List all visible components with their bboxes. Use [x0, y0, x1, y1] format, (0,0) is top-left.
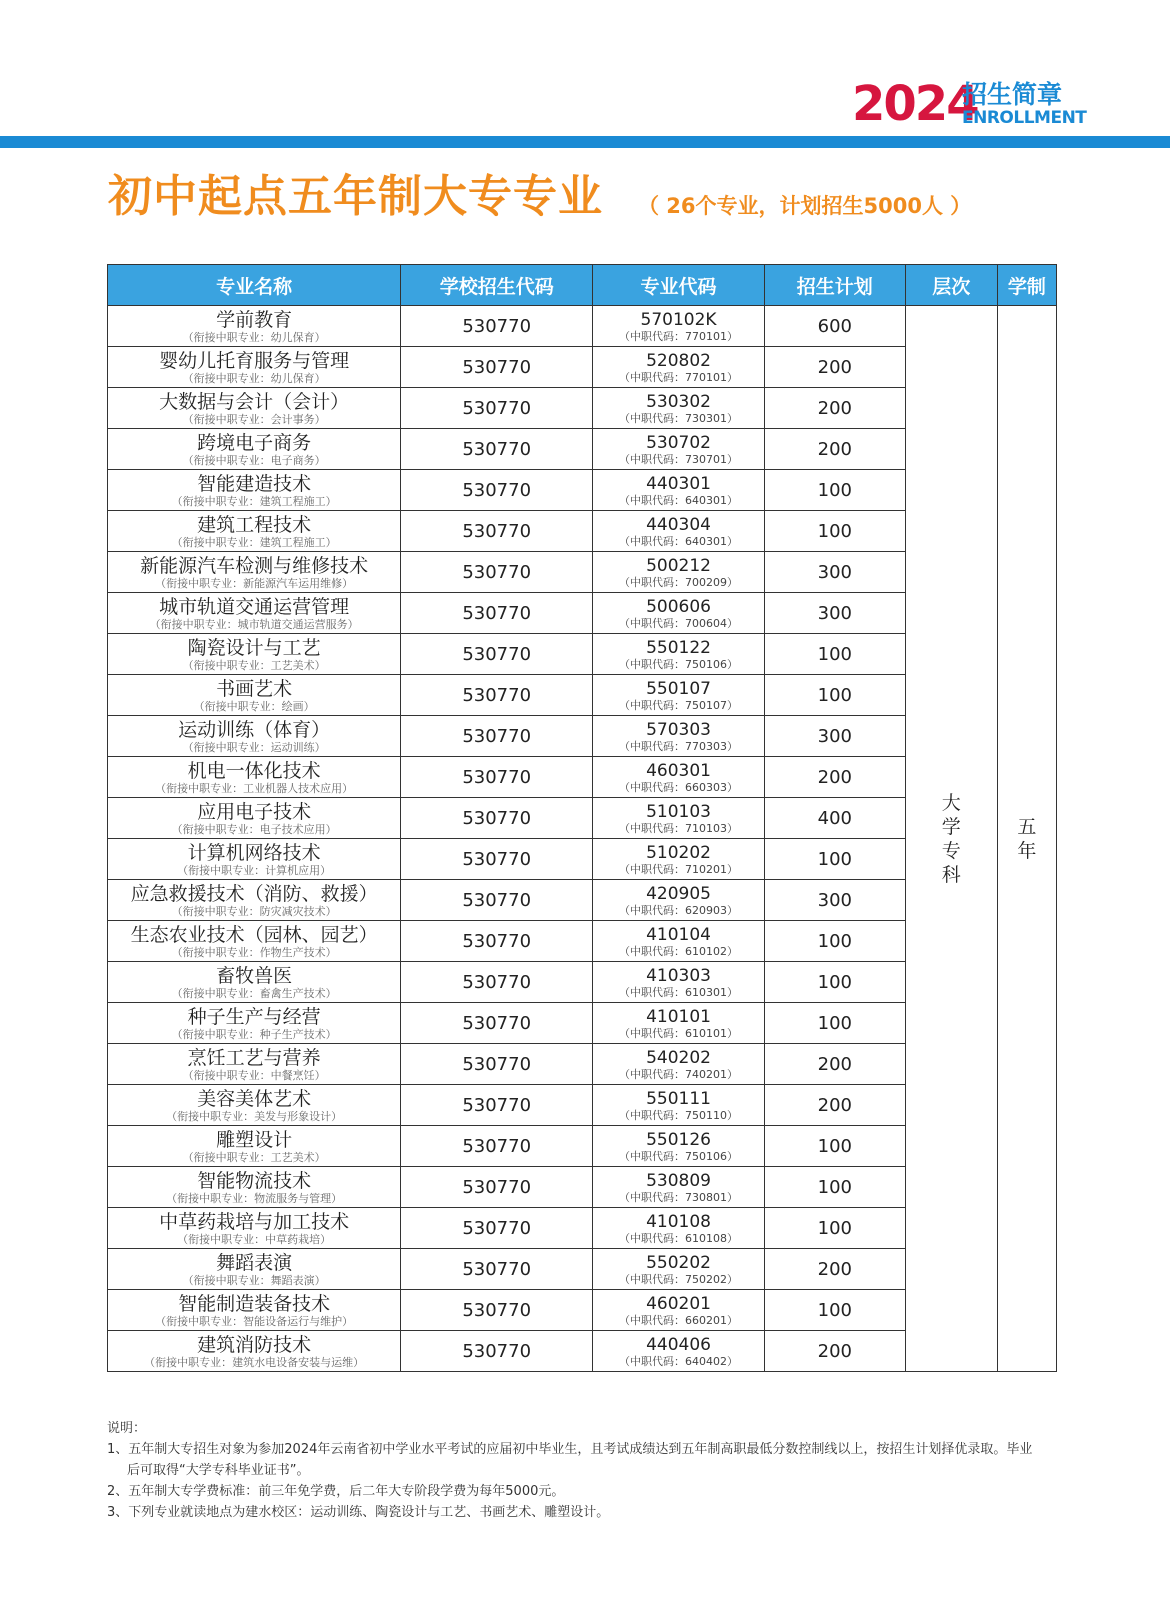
duration-text: 五年: [1017, 815, 1037, 862]
major-code-cell: [593, 1044, 765, 1085]
major-code: 570102K: [640, 309, 717, 330]
secondary-code: （中职代码：610101）: [619, 1026, 739, 1040]
plan-cell: 200: [764, 388, 905, 429]
major-code: 410104: [646, 924, 711, 945]
school-code-cell: 530770: [401, 716, 593, 757]
plan-cell: 200: [764, 347, 905, 388]
plan-cell: 100: [764, 470, 905, 511]
major-code: 530809: [646, 1170, 711, 1191]
major-code-cell: [593, 552, 765, 593]
major-linked-program: （衔接中职专业：智能设备运行与维护）: [155, 1314, 354, 1328]
major-name: 城市轨道交通运营管理: [159, 595, 350, 618]
school-code-cell: 530770: [401, 1208, 593, 1249]
school-code-cell: 530770: [401, 552, 593, 593]
header-plan: 招生计划: [764, 265, 905, 306]
major-linked-program: （衔接中职专业：城市轨道交通运营服务）: [149, 617, 359, 631]
secondary-code: （中职代码：750202）: [619, 1272, 739, 1286]
secondary-code: （中职代码：730301）: [619, 411, 739, 425]
note-1-cont: 后可取得“大学专科毕业证书”。: [127, 1463, 310, 1478]
secondary-code: （中职代码：640301）: [619, 493, 739, 507]
plan-cell: 200: [764, 1249, 905, 1290]
school-code-cell: 530770: [401, 1126, 593, 1167]
plan-cell: 300: [764, 593, 905, 634]
major-name: 智能建造技术: [197, 472, 312, 495]
major-name-cell: [108, 1331, 401, 1372]
plan-cell: 200: [764, 757, 905, 798]
header-school-code: 学校招生代码: [401, 265, 593, 306]
major-name: 机电一体化技术: [187, 759, 321, 782]
major-linked-program: （衔接中职专业：物流服务与管理）: [166, 1191, 343, 1205]
major-name-cell: [108, 1249, 401, 1290]
school-code-cell: 530770: [401, 1044, 593, 1085]
major-name-cell: [108, 388, 401, 429]
table-row: [108, 306, 1057, 347]
major-code-cell: [593, 1167, 765, 1208]
plan-cell: 100: [764, 839, 905, 880]
school-code-cell: 530770: [401, 1167, 593, 1208]
secondary-code: （中职代码：710103）: [619, 821, 739, 835]
major-linked-program: （衔接中职专业：作物生产技术）: [171, 945, 337, 959]
major-name-cell: [108, 921, 401, 962]
duration-cell: [997, 306, 1056, 1372]
secondary-code: （中职代码：660303）: [619, 780, 739, 794]
school-code-cell: 530770: [401, 429, 593, 470]
plan-cell: 100: [764, 1167, 905, 1208]
plan-cell: 100: [764, 962, 905, 1003]
school-code-cell: 530770: [401, 921, 593, 962]
major-name: 婴幼儿托育服务与管理: [159, 349, 350, 372]
major-linked-program: （衔接中职专业：会计事务）: [182, 412, 326, 426]
school-code-cell: 530770: [401, 1290, 593, 1331]
page-title: 初中起点五年制大专专业: [108, 171, 603, 222]
major-linked-program: （衔接中职专业：工艺美术）: [182, 658, 326, 672]
major-code: 550126: [646, 1129, 711, 1150]
major-linked-program: （衔接中职专业：美发与形象设计）: [166, 1109, 343, 1123]
brand-title-en: ENROLLMENT: [962, 108, 1087, 128]
page-subtitle: （ 26个专业，计划招生5000人 ）: [638, 194, 972, 218]
major-code-cell: [593, 1003, 765, 1044]
major-name: 舞蹈表演: [216, 1251, 293, 1274]
major-code-cell: [593, 1085, 765, 1126]
plan-cell: 300: [764, 880, 905, 921]
major-code: 500606: [646, 596, 711, 617]
school-code-cell: 530770: [401, 757, 593, 798]
school-code-cell: 530770: [401, 1249, 593, 1290]
major-linked-program: （衔接中职专业：工艺美术）: [182, 1150, 326, 1164]
plan-cell: 100: [764, 634, 905, 675]
major-code: 460201: [646, 1293, 711, 1314]
secondary-code: （中职代码：770101）: [619, 370, 739, 384]
major-code: 520802: [646, 350, 711, 371]
major-name: 美容美体艺术: [197, 1087, 312, 1110]
school-code-cell: 530770: [401, 593, 593, 634]
major-name: 应用电子技术: [197, 800, 312, 823]
header-level: 层次: [905, 265, 997, 306]
secondary-code: （中职代码：750106）: [619, 657, 739, 671]
school-code-cell: 530770: [401, 880, 593, 921]
secondary-code: （中职代码：610108）: [619, 1231, 739, 1245]
major-code-cell: [593, 1126, 765, 1167]
brand-year: 2024: [852, 76, 978, 132]
major-name: 雕塑设计: [216, 1128, 293, 1151]
major-code: 440304: [646, 514, 711, 535]
major-linked-program: （衔接中职专业：幼儿保育）: [182, 371, 326, 385]
major-code-cell: [593, 839, 765, 880]
major-code: 550122: [646, 637, 711, 658]
major-linked-program: （衔接中职专业：绘画）: [193, 699, 315, 713]
major-name: 应急救援技术（消防、救援）: [130, 882, 378, 905]
major-code-cell: [593, 634, 765, 675]
secondary-code: （中职代码：700604）: [619, 616, 739, 630]
major-code: 460301: [646, 760, 711, 781]
major-name-cell: [108, 1003, 401, 1044]
major-code-cell: [593, 511, 765, 552]
major-name-cell: [108, 347, 401, 388]
major-code: 440406: [646, 1334, 711, 1355]
secondary-code: （中职代码：610102）: [619, 944, 739, 958]
major-name-cell: [108, 1167, 401, 1208]
major-code-cell: [593, 1331, 765, 1372]
major-linked-program: （衔接中职专业：建筑工程施工）: [171, 494, 337, 508]
brand-title-cn: 招生简章: [962, 80, 1063, 109]
major-name-cell: [108, 962, 401, 1003]
major-linked-program: （衔接中职专业：运动训练）: [182, 740, 326, 754]
major-code: 530302: [646, 391, 711, 412]
plan-cell: 400: [764, 798, 905, 839]
notes: [107, 1418, 1067, 1523]
major-linked-program: （衔接中职专业：防灾减灾技术）: [171, 904, 337, 918]
plan-cell: 200: [764, 1044, 905, 1085]
major-code-cell: [593, 388, 765, 429]
major-name-cell: [108, 1044, 401, 1085]
level-text: 大学专科: [941, 791, 961, 886]
plan-cell: 200: [764, 429, 905, 470]
school-code-cell: 530770: [401, 347, 593, 388]
school-code-cell: 530770: [401, 675, 593, 716]
major-name-cell: [108, 757, 401, 798]
school-code-cell: 530770: [401, 839, 593, 880]
major-linked-program: （衔接中职专业：电子商务）: [182, 453, 326, 467]
note-3: 3、下列专业就读地点为建水校区：运动训练、陶瓷设计与工艺、书画艺术、雕塑设计。: [107, 1505, 610, 1520]
major-code: 540202: [646, 1047, 711, 1068]
note-2: 2、五年制大专学费标准：前三年免学费，后二年大专阶段学费为每年5000元。: [107, 1484, 565, 1499]
school-code-cell: 530770: [401, 1085, 593, 1126]
major-name-cell: [108, 798, 401, 839]
major-code: 440301: [646, 473, 711, 494]
major-linked-program: （衔接中职专业：畜禽生产技术）: [171, 986, 337, 1000]
major-code-cell: [593, 716, 765, 757]
secondary-code: （中职代码：660201）: [619, 1313, 739, 1327]
school-code-cell: 530770: [401, 306, 593, 347]
plan-cell: 100: [764, 1003, 905, 1044]
major-name: 新能源汽车检测与维修技术: [140, 554, 369, 577]
major-code-cell: [593, 675, 765, 716]
major-code-cell: [593, 798, 765, 839]
major-name: 计算机网络技术: [187, 841, 321, 864]
header-divider-bar: [0, 136, 1170, 148]
header-major-name: 专业名称: [108, 265, 401, 306]
major-linked-program: （衔接中职专业：工业机器人技术应用）: [155, 781, 354, 795]
major-code-cell: [593, 962, 765, 1003]
major-linked-program: （衔接中职专业：电子技术应用）: [171, 822, 337, 836]
school-code-cell: 530770: [401, 1331, 593, 1372]
major-code: 420905: [646, 883, 711, 904]
major-name: 建筑工程技术: [197, 513, 312, 536]
major-name: 大数据与会计（会计）: [159, 390, 350, 413]
major-linked-program: （衔接中职专业：中餐烹饪）: [182, 1068, 326, 1082]
secondary-code: （中职代码：750106）: [619, 1149, 739, 1163]
major-code: 510202: [646, 842, 711, 863]
level-cell: [905, 306, 997, 1372]
plan-cell: 100: [764, 675, 905, 716]
major-code-cell: [593, 880, 765, 921]
major-name-cell: [108, 1208, 401, 1249]
major-code: 500212: [646, 555, 711, 576]
major-code: 550107: [646, 678, 711, 699]
major-code-cell: [593, 921, 765, 962]
major-code-cell: [593, 470, 765, 511]
major-name-cell: [108, 1085, 401, 1126]
major-code: 550202: [646, 1252, 711, 1273]
major-code: 410101: [646, 1006, 711, 1027]
plan-cell: 100: [764, 1208, 905, 1249]
major-name-cell: [108, 880, 401, 921]
major-code-cell: [593, 1249, 765, 1290]
major-linked-program: （衔接中职专业：舞蹈表演）: [182, 1273, 326, 1287]
major-code-cell: [593, 429, 765, 470]
major-name-cell: [108, 429, 401, 470]
major-linked-program: （衔接中职专业：建筑水电设备安装与运维）: [144, 1355, 365, 1369]
major-name-cell: [108, 511, 401, 552]
major-linked-program: （衔接中职专业：幼儿保育）: [182, 330, 326, 344]
major-name-cell: [108, 634, 401, 675]
major-name: 智能物流技术: [197, 1169, 312, 1192]
secondary-code: （中职代码：640301）: [619, 534, 739, 548]
school-code-cell: 530770: [401, 388, 593, 429]
plan-cell: 100: [764, 511, 905, 552]
notes-heading: 说明：: [107, 1421, 147, 1436]
secondary-code: （中职代码：730801）: [619, 1190, 739, 1204]
secondary-code: （中职代码：700209）: [619, 575, 739, 589]
major-code-cell: [593, 593, 765, 634]
major-name-cell: [108, 306, 401, 347]
major-name-cell: [108, 593, 401, 634]
major-name: 智能制造装备技术: [178, 1292, 331, 1315]
secondary-code: （中职代码：610301）: [619, 985, 739, 999]
major-code-cell: [593, 757, 765, 798]
plan-cell: 100: [764, 1290, 905, 1331]
major-name: 跨境电子商务: [197, 431, 312, 454]
majors-table: [107, 264, 1057, 1372]
major-code-cell: [593, 306, 765, 347]
plan-cell: 100: [764, 1126, 905, 1167]
major-code: 570303: [646, 719, 711, 740]
school-code-cell: 530770: [401, 511, 593, 552]
secondary-code: （中职代码：620903）: [619, 903, 739, 917]
major-name-cell: [108, 552, 401, 593]
note-1: 1、五年制大专招生对象为参加2024年云南省初中学业水平考试的应届初中毕业生，且考试成绩达到五年制高职最低分数控制线以上，按招生计划择优录取。毕业: [107, 1442, 1033, 1457]
major-linked-program: （衔接中职专业：种子生产技术）: [171, 1027, 337, 1041]
header-duration: 学制: [997, 265, 1056, 306]
major-name: 种子生产与经营: [187, 1005, 321, 1028]
plan-cell: 200: [764, 1085, 905, 1126]
plan-cell: 100: [764, 921, 905, 962]
major-name: 运动训练（体育）: [178, 718, 331, 741]
secondary-code: （中职代码：750110）: [619, 1108, 739, 1122]
major-code: 510103: [646, 801, 711, 822]
major-name-cell: [108, 716, 401, 757]
major-linked-program: （衔接中职专业：新能源汽车运用维修）: [155, 576, 354, 590]
school-code-cell: 530770: [401, 634, 593, 675]
secondary-code: （中职代码：770101）: [619, 329, 739, 343]
major-name: 生态农业技术（园林、园艺）: [130, 923, 378, 946]
school-code-cell: 530770: [401, 962, 593, 1003]
major-code-cell: [593, 347, 765, 388]
school-code-cell: 530770: [401, 798, 593, 839]
major-linked-program: （衔接中职专业：计算机应用）: [177, 863, 332, 877]
major-name: 学前教育: [216, 308, 293, 331]
major-code: 410303: [646, 965, 711, 986]
major-code: 410108: [646, 1211, 711, 1232]
secondary-code: （中职代码：750107）: [619, 698, 739, 712]
plan-cell: 200: [764, 1331, 905, 1372]
major-linked-program: （衔接中职专业：中草药栽培）: [177, 1232, 332, 1246]
secondary-code: （中职代码：730701）: [619, 452, 739, 466]
major-code-cell: [593, 1290, 765, 1331]
major-code-cell: [593, 1208, 765, 1249]
major-linked-program: （衔接中职专业：建筑工程施工）: [171, 535, 337, 549]
major-name: 书画艺术: [216, 677, 293, 700]
major-name-cell: [108, 1290, 401, 1331]
plan-cell: 600: [764, 306, 905, 347]
header-major-code: 专业代码: [593, 265, 765, 306]
plan-cell: 300: [764, 716, 905, 757]
major-code: 550111: [646, 1088, 711, 1109]
secondary-code: （中职代码：710201）: [619, 862, 739, 876]
major-name-cell: [108, 675, 401, 716]
major-name-cell: [108, 470, 401, 511]
school-code-cell: 530770: [401, 470, 593, 511]
secondary-code: （中职代码：640402）: [619, 1354, 739, 1368]
secondary-code: （中职代码：770303）: [619, 739, 739, 753]
school-code-cell: 530770: [401, 1003, 593, 1044]
major-name: 中草药栽培与加工技术: [159, 1210, 350, 1233]
major-name: 烹饪工艺与营养: [187, 1046, 321, 1069]
major-name-cell: [108, 839, 401, 880]
plan-cell: 300: [764, 552, 905, 593]
major-name: 陶瓷设计与工艺: [187, 636, 321, 659]
major-name-cell: [108, 1126, 401, 1167]
major-name: 建筑消防技术: [197, 1333, 312, 1356]
table-header-row: [108, 265, 1057, 306]
major-code: 530702: [646, 432, 711, 453]
major-name: 畜牧兽医: [216, 964, 293, 987]
secondary-code: （中职代码：740201）: [619, 1067, 739, 1081]
